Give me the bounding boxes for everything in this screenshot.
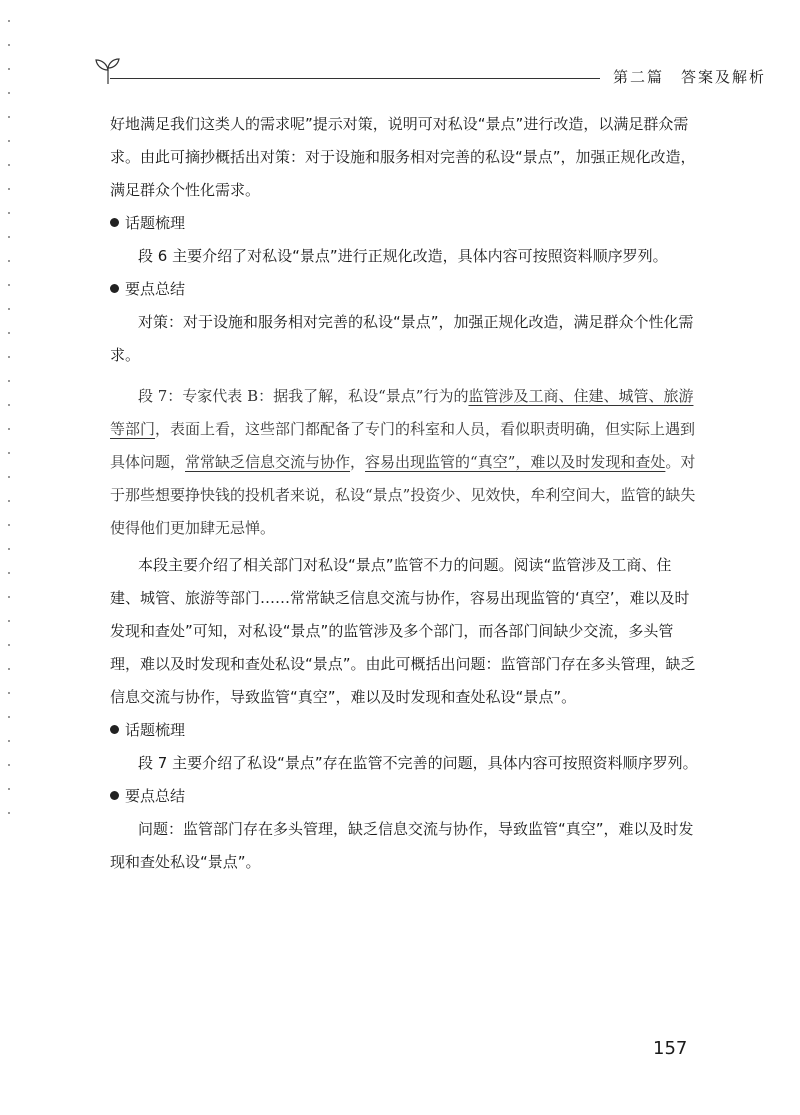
paragraph: 本段主要介绍了相关部门对私设“景点”监管不力的问题。阅读“监管涉及工商、住建、城管、旅游等部门……常常缺乏信息交流与协作，容易出现监管的‘真空’，难以及时发现和查处”可知，对私设“景点”的监管涉及多个部门，而各部门间缺少交流，多头管理，难以及时发现和查处私设“景点”。由此可概括出问题：监管部门存在多头管理，缺乏信息交流与协作，导致监管“真空”，难以及时发现和查处私设“景点”。	[110, 556, 696, 706]
section-label: 要点总结	[110, 273, 700, 306]
bullet-icon	[110, 725, 119, 734]
underlined-phrase: 容易出现监管的“真空”，难以及时发现和查处	[365, 453, 666, 471]
sprout-icon	[88, 56, 128, 86]
section-label: 话题梳理	[110, 207, 700, 240]
bullet-icon	[110, 284, 119, 293]
section-label: 话题梳理	[110, 714, 700, 747]
underlined-phrase: 常常缺乏信息交流与协作	[185, 453, 351, 471]
paragraph: 好地满足我们这类人的需求呢”提示对策，说明可对私设“景点”进行改造，以满足群众需求。由此可摘抄概括出对策：对于设施和服务相对完善的私设“景点”，加强正规化改造，满足群众个性化需求。	[110, 115, 696, 199]
binding-margin-dots	[8, 20, 10, 820]
header-rule	[110, 78, 600, 79]
bullet-icon	[110, 791, 119, 800]
paragraph: 问题：监管部门存在多头管理，缺乏信息交流与协作，导致监管“真空”，难以及时发现和查处私设“景点”。	[110, 820, 694, 871]
paragraph: 对策：对于设施和服务相对完善的私设“景点”，加强正规化改造，满足群众个性化需求。	[110, 313, 694, 364]
page-header	[88, 52, 767, 92]
quoted-material-paragraph: 段 7：专家代表 B：据我了解，私设“景点”行为的监管涉及工商、住建、城管、旅游等部门，表面上看，这些部门都配备了专门的科室和人员，看似职责明确，但实际上遇到具体问题，常常缺乏信息交流与协作，容易出现监管的“真空”，难以及时发现和查处。对于那些想要挣快钱的投机者来说，私设“景点”投资少、见效快，牟利空间大，监管的缺失使得他们更加肆无忌惮。	[110, 387, 696, 537]
paragraph: 段 7 主要介绍了私设“景点”存在监管不完善的问题，具体内容可按照资料顺序罗列。	[138, 754, 698, 772]
running-head: 第二篇 答案及解析	[613, 68, 767, 86]
page-body	[110, 108, 700, 879]
paragraph: 段 6 主要介绍了对私设“景点”进行正规化改造，具体内容可按照资料顺序罗列。	[138, 247, 668, 265]
underlined-phrase: 监管涉及工商、住建、城管、旅游等部门	[110, 387, 694, 438]
section-label: 要点总结	[110, 780, 700, 813]
page-number: 157	[653, 1038, 688, 1059]
bullet-icon	[110, 218, 119, 227]
